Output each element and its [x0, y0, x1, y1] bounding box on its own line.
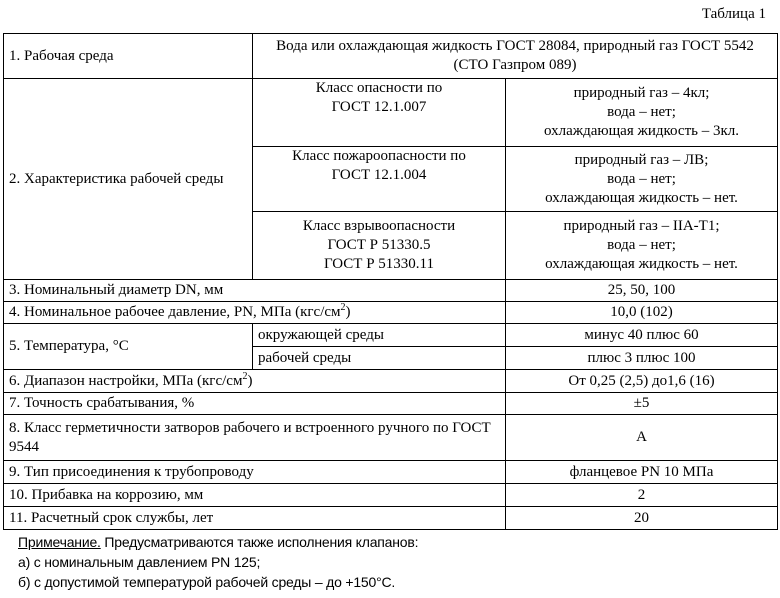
- row-7-value: ±5: [506, 393, 778, 415]
- row-4-label: [4, 302, 506, 324]
- fire-class-name-line1: Класс пожароопасности по: [292, 148, 466, 164]
- row-6-label-text: 6. Диапазон настройки, МПа (кгс/см: [9, 372, 243, 389]
- row-6-value: От 0,25 (2,5) до1,6 (16): [506, 370, 778, 393]
- row-9-value: фланцевое PN 10 МПа: [506, 461, 778, 484]
- row-4-label-sup: 2: [340, 302, 346, 313]
- table-row: [4, 79, 778, 147]
- table-row: [4, 507, 778, 530]
- fire-class-value-coolant: охлаждающая жидкость – нет.: [545, 189, 738, 206]
- ambient-temp-value: минус 40 плюс 60: [506, 324, 778, 347]
- row-6-label-close: ): [247, 372, 253, 389]
- table-row: [4, 324, 778, 347]
- table-row: [4, 370, 778, 393]
- footnote: [18, 532, 418, 592]
- explosion-class-value-gas: природный газ – IIА-Т1;: [563, 218, 720, 234]
- footnote-intro: [18, 532, 418, 552]
- footnote-title: Примечание.: [18, 534, 101, 550]
- row-4-label-close: ): [345, 304, 351, 320]
- row-1-label: 1. Рабочая среда: [4, 34, 253, 79]
- row-3-value: 25, 50, 100: [506, 280, 778, 302]
- footnote-intro-text: Предусматриваются также исполнения клапанов:: [100, 534, 419, 550]
- fire-class-name: [253, 147, 506, 212]
- fire-class-value: [506, 147, 778, 212]
- row-4-label-text: 4. Номинальное рабочее давление, PN, МПа (кгс/см: [9, 304, 341, 320]
- row-4-value: 10,0 (102): [506, 302, 778, 324]
- row-8-label: 8. Класс герметичности затворов рабочего и встроенного ручного по ГОСТ 9544: [4, 415, 506, 461]
- hazard-class-name-line2: ГОСТ 12.1.007: [331, 99, 427, 115]
- medium-temp-label: рабочей среды: [253, 347, 506, 370]
- explosion-class-value-water: вода – нет;: [607, 237, 676, 253]
- row-1-value: Вода или охлаждающая жидкость ГОСТ 28084, природный газ ГОСТ 5542 (СТО Газпром 089): [253, 34, 778, 79]
- table-row: [4, 393, 778, 415]
- explosion-class-value: [506, 212, 778, 280]
- hazard-class-value-water: вода – нет;: [607, 104, 676, 120]
- specification-table: [3, 33, 778, 530]
- fire-class-value-water: вода – нет;: [607, 170, 676, 187]
- row-11-label: 11. Расчетный срок службы, лет: [4, 507, 506, 530]
- hazard-class-value: [506, 79, 778, 147]
- row-11-value: 20: [506, 507, 778, 530]
- row-6-label: [4, 370, 506, 393]
- table-row: [4, 461, 778, 484]
- table-row: [4, 280, 778, 302]
- fire-class-value-gas: природный газ – ЛВ;: [574, 151, 709, 168]
- ambient-temp-label: окружающей среды: [253, 324, 506, 347]
- hazard-class-name-line1: Класс опасности по: [315, 80, 443, 96]
- footnote-item-a: а) с номинальным давлением PN 125;: [18, 554, 261, 570]
- row-9-label: 9. Тип присоединения к трубопроводу: [4, 461, 506, 484]
- explosion-class-name-line2: ГОСТ Р 51330.5: [327, 237, 431, 253]
- medium-temp-value: плюс 3 плюс 100: [506, 347, 778, 370]
- explosion-class-name: [253, 212, 506, 280]
- row-3-label: 3. Номинальный диаметр DN, мм: [4, 280, 506, 302]
- row-7-label: 7. Точность срабатывания, %: [4, 393, 506, 415]
- table-row: [4, 415, 778, 461]
- row-2-label: 2. Характеристика рабочей среды: [4, 79, 253, 280]
- table-row: [4, 302, 778, 324]
- table-row: [4, 484, 778, 507]
- hazard-class-value-coolant: охлаждающая жидкость – 3кл.: [544, 123, 739, 139]
- table-row: [4, 34, 778, 79]
- fire-class-name-line2: ГОСТ 12.1.004: [331, 167, 427, 183]
- row-10-value: 2: [506, 484, 778, 507]
- hazard-class-name: [253, 79, 506, 147]
- row-8-value: А: [506, 415, 778, 461]
- hazard-class-value-gas: природный газ – 4кл;: [573, 85, 710, 101]
- row-10-label: 10. Прибавка на коррозию, мм: [4, 484, 506, 507]
- explosion-class-value-coolant: охлаждающая жидкость – нет.: [545, 256, 738, 272]
- footnote-item-b: б) с допустимой температурой рабочей среды – до +150°С.: [18, 574, 396, 590]
- explosion-class-name-line1: Класс взрывоопасности: [302, 218, 456, 234]
- table-caption: Таблица 1: [701, 6, 766, 22]
- row-6-label-sup: 2: [242, 370, 248, 382]
- row-5-label: 5. Температура, °С: [4, 324, 253, 370]
- explosion-class-name-line3: ГОСТ Р 51330.11: [323, 256, 435, 272]
